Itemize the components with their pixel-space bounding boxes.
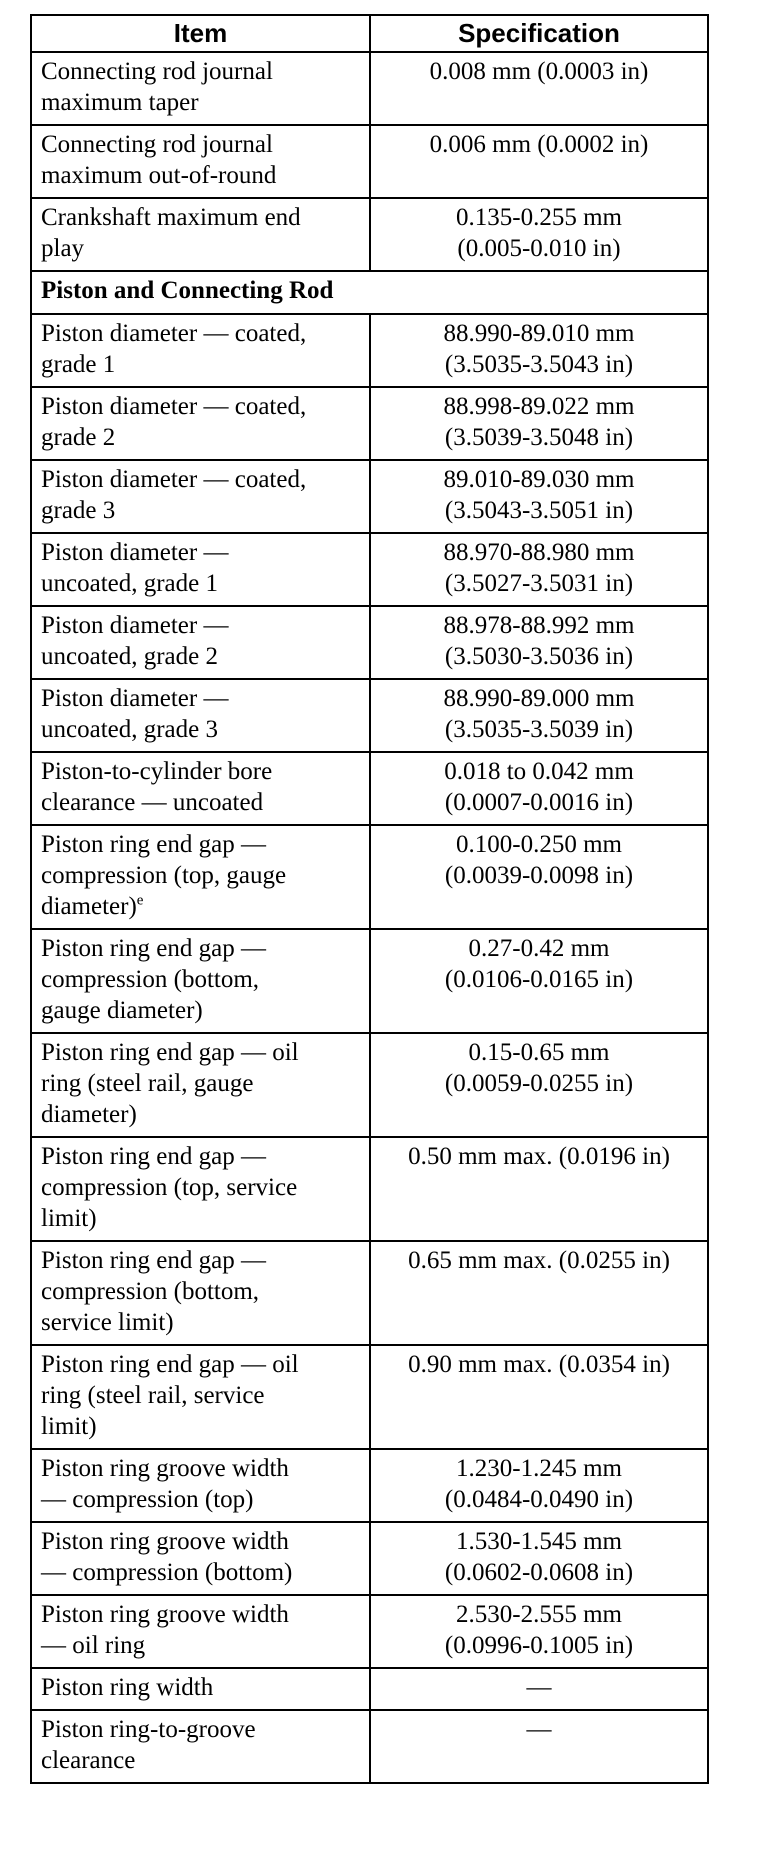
table-row [31, 1033, 708, 1137]
table-row [31, 125, 708, 198]
section-title: Piston and Connecting Rod [31, 271, 708, 314]
item-cell: Piston ring end gap — compression (bottom, gauge diameter) [31, 929, 370, 1033]
spec-cell: 1.530-1.545 mm (0.0602-0.0608 in) [370, 1522, 708, 1595]
spec-cell: 88.978-88.992 mm (3.5030-3.5036 in) [370, 606, 708, 679]
spec-cell: 0.65 mm max. (0.0255 in) [370, 1241, 708, 1345]
item-text: Piston ring end gap — compression (top, gauge diameter) [41, 831, 287, 920]
item-cell: Piston ring end gap — compression (top, service limit) [31, 1137, 370, 1241]
table-row [31, 929, 708, 1033]
specification-table [30, 14, 709, 1784]
table-row [31, 1595, 708, 1668]
spec-cell: 88.990-89.000 mm (3.5035-3.5039 in) [370, 679, 708, 752]
spec-cell: 88.998-89.022 mm (3.5039-3.5048 in) [370, 387, 708, 460]
table-row [31, 679, 708, 752]
spec-cell: 0.006 mm (0.0002 in) [370, 125, 708, 198]
spec-cell: 0.008 mm (0.0003 in) [370, 52, 708, 125]
spec-cell: 0.27-0.42 mm (0.0106-0.0165 in) [370, 929, 708, 1033]
spec-cell: 0.15-0.65 mm (0.0059-0.0255 in) [370, 1033, 708, 1137]
table-row [31, 387, 708, 460]
table-row [31, 1668, 708, 1710]
spec-cell: — [370, 1668, 708, 1710]
item-cell [31, 825, 370, 929]
item-cell: Connecting rod journal maximum taper [31, 52, 370, 125]
spec-cell: 0.90 mm max. (0.0354 in) [370, 1345, 708, 1449]
table-row [31, 825, 708, 929]
spec-cell: 89.010-89.030 mm (3.5043-3.5051 in) [370, 460, 708, 533]
table-row [31, 533, 708, 606]
item-cell: Piston diameter — coated, grade 2 [31, 387, 370, 460]
table-row [31, 752, 708, 825]
spec-cell: 0.135-0.255 mm (0.005-0.010 in) [370, 198, 708, 271]
item-cell: Piston ring-to-groove clearance [31, 1710, 370, 1783]
item-cell: Piston diameter — coated, grade 1 [31, 314, 370, 387]
spec-cell: 88.990-89.010 mm (3.5035-3.5043 in) [370, 314, 708, 387]
item-cell: Piston ring end gap — oil ring (steel rail, gauge diameter) [31, 1033, 370, 1137]
item-cell: Piston ring groove width — compression (top) [31, 1449, 370, 1522]
table-row [31, 52, 708, 125]
table-row [31, 1449, 708, 1522]
table-row [31, 314, 708, 387]
item-cell: Piston diameter — uncoated, grade 3 [31, 679, 370, 752]
header-row [31, 15, 708, 52]
item-cell: Piston diameter — uncoated, grade 1 [31, 533, 370, 606]
table-body [31, 52, 708, 1783]
spec-cell: 0.50 mm max. (0.0196 in) [370, 1137, 708, 1241]
spec-cell: 88.970-88.980 mm (3.5027-3.5031 in) [370, 533, 708, 606]
spec-cell: 2.530-2.555 mm (0.0996-0.1005 in) [370, 1595, 708, 1668]
item-cell: Piston ring end gap — oil ring (steel rail, service limit) [31, 1345, 370, 1449]
spec-cell: — [370, 1710, 708, 1783]
specification-column-header: Specification [370, 15, 708, 52]
item-column-header: Item [31, 15, 370, 52]
table-row [31, 1345, 708, 1449]
spec-cell: 1.230-1.245 mm (0.0484-0.0490 in) [370, 1449, 708, 1522]
table-row [31, 606, 708, 679]
table-row [31, 1241, 708, 1345]
item-cell: Piston diameter — coated, grade 3 [31, 460, 370, 533]
footnote-marker: e [136, 892, 144, 909]
table-row [31, 460, 708, 533]
table-row [31, 1710, 708, 1783]
item-cell: Piston diameter — uncoated, grade 2 [31, 606, 370, 679]
table-row [31, 1137, 708, 1241]
section-header-row [31, 271, 708, 314]
spec-cell: 0.100-0.250 mm (0.0039-0.0098 in) [370, 825, 708, 929]
spec-cell: 0.018 to 0.042 mm (0.0007-0.0016 in) [370, 752, 708, 825]
table-row [31, 1522, 708, 1595]
item-cell: Connecting rod journal maximum out-of-round [31, 125, 370, 198]
item-cell: Crankshaft maximum end play [31, 198, 370, 271]
item-cell: Piston ring end gap — compression (bottom, service limit) [31, 1241, 370, 1345]
table-row [31, 198, 708, 271]
item-cell: Piston-to-cylinder bore clearance — uncoated [31, 752, 370, 825]
item-cell: Piston ring groove width — compression (bottom) [31, 1522, 370, 1595]
item-cell: Piston ring width [31, 1668, 370, 1710]
item-cell: Piston ring groove width — oil ring [31, 1595, 370, 1668]
